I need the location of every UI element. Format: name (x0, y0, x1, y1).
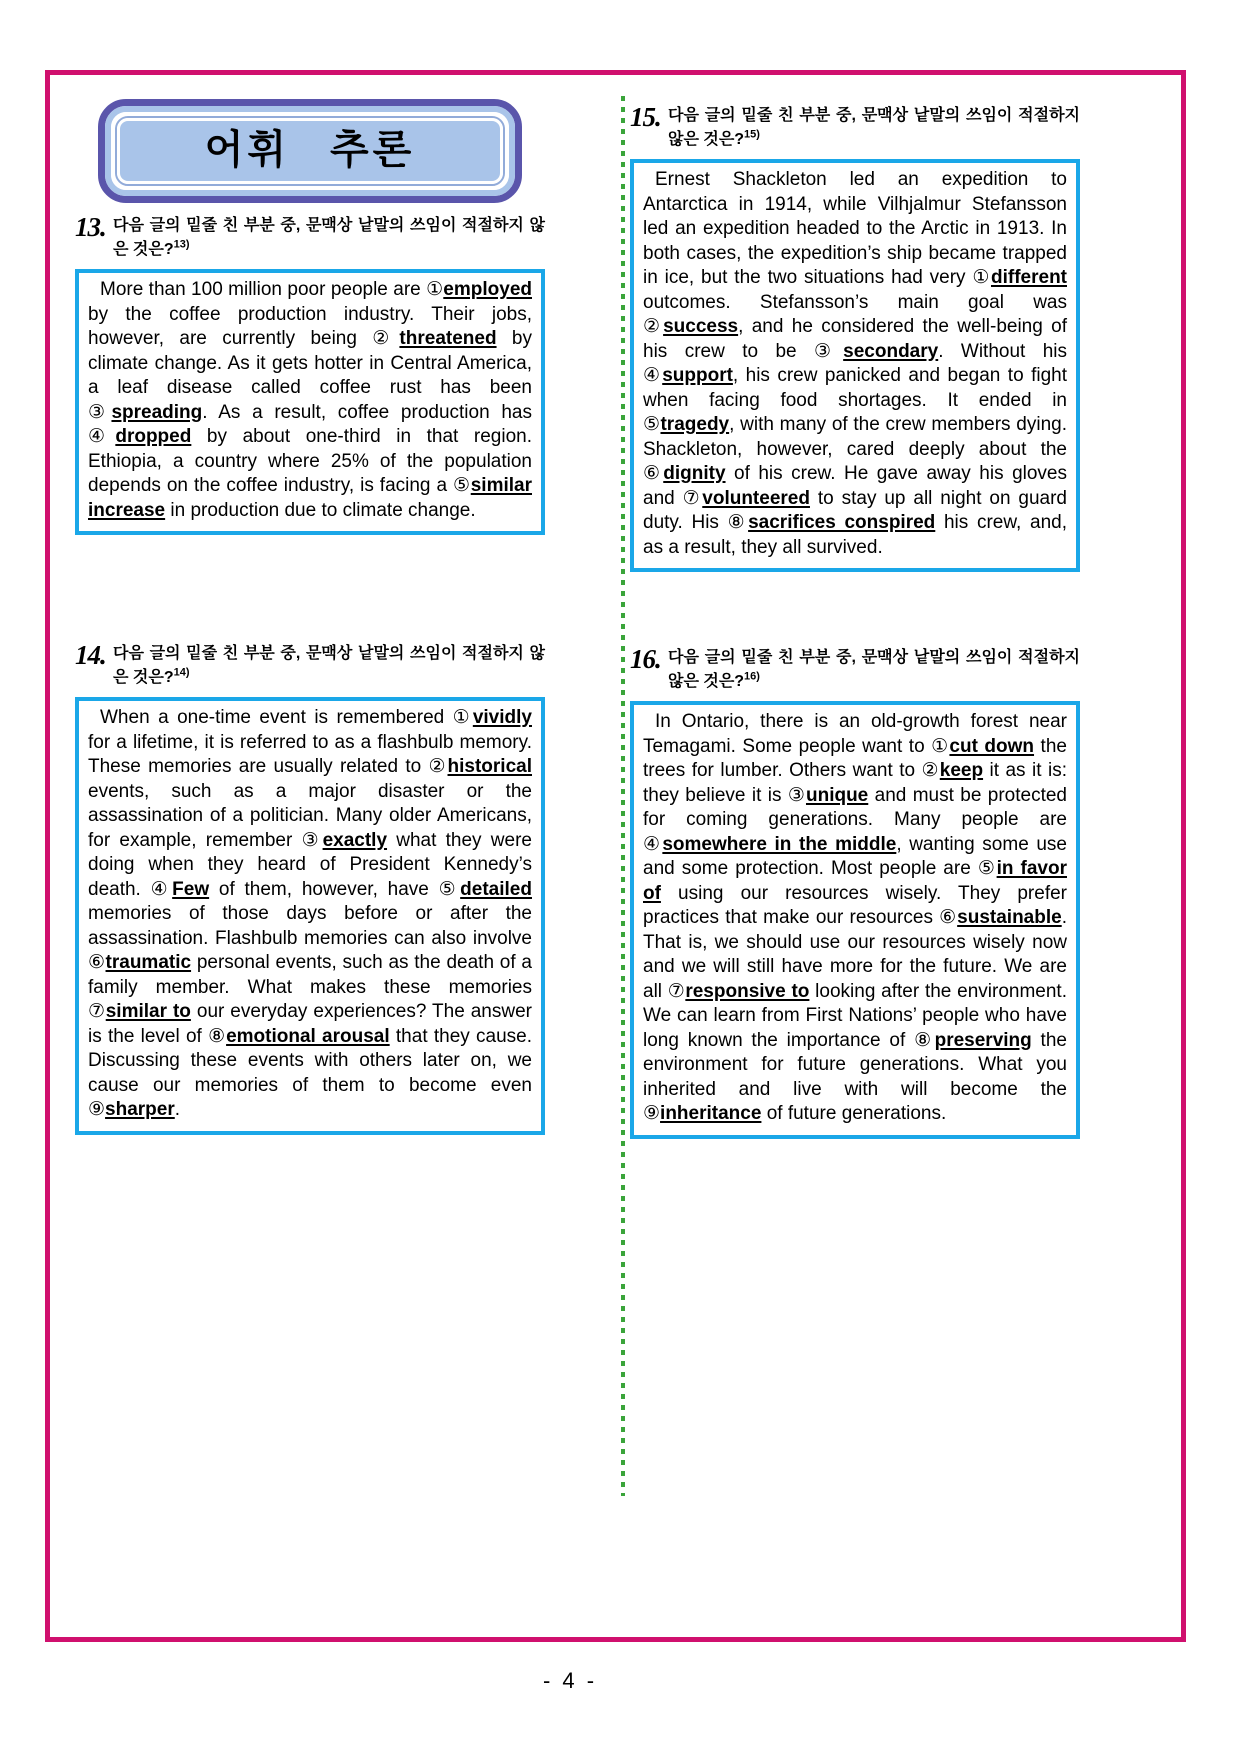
passage-box: Ernest Shackleton led an expedition to Antarctica in 1914, while Vilhjalmur Stefansson led an expedition headed to the Arctic in 1913. In both cases, the expedition’s ship became trapped in ice, but the two situations had very ①different outcomes. Stefansson’s main goal was ②success, and he considered the well-being of his crew to be ③secondary. Without his ④support, his crew panicked and began to fight when facing food shortages. It ended in ⑤tragedy, with many of the crew members dying. Shackleton, however, cared deeply about the ⑥dignity of his crew. He gave away his gloves and ⑦volunteered to stay up all night on guard duty. His ⑧sacrifices conspired his crew, and, as a result, they all survived. (630, 159, 1080, 572)
underlined-term: sacrifices conspired (748, 512, 936, 533)
circled-number: ② (921, 760, 940, 781)
circled-number: ⑨ (643, 1103, 661, 1124)
underlined-term: support (662, 365, 733, 386)
title-border-outer (98, 99, 522, 203)
underlined-term: tragedy (660, 414, 730, 435)
question-13 (75, 214, 545, 535)
title-border-line (115, 116, 505, 186)
prompt-text: 다음 글의 밑줄 친 부분 중, 문맥상 낱말의 쓰임이 적절하지 않은 것은? (668, 649, 1080, 690)
column-divider (621, 96, 625, 1496)
title-border-ring (105, 106, 515, 196)
underlined-term: exactly (322, 829, 388, 851)
circled-number: ④ (88, 426, 116, 447)
footnote-ref: 14) (173, 666, 190, 679)
circled-number: ④ (150, 878, 173, 900)
footnote-ref: 15) (744, 128, 760, 141)
circled-number: ⑤ (438, 878, 461, 900)
question-14 (75, 642, 545, 1135)
circled-number: ⑥ (88, 952, 106, 973)
question-prompt (668, 646, 1080, 694)
title-fill (120, 121, 500, 181)
underlined-term: in favor of (643, 858, 1067, 904)
circled-number: ⑥ (939, 907, 958, 928)
underlined-term: similar to (105, 1001, 191, 1022)
question-prompt (113, 642, 545, 690)
passage-box: When a one-time event is remembered ①vividly for a lifetime, it is referred to as a flashbulb memory. These memories are usually related to ②historical events, such as a major disaster or the assassination of a politician. Many older Americans, for example, remember ③exactly what they were doing when they heard of President Kennedy’s death. ④Few of them, however, have ⑤detailed memories of those days before or after the assassination. Flashbulb memories can also involve ⑥traumatic personal events, such as the death of a family member. What makes these memories ⑦similar to our everyday experiences? The answer is the level of ⑧emotional arousal that they cause. Discussing these events with others later on, we cause our memories of them to become even ⑨sharper. (75, 697, 545, 1135)
circled-number: ③ (301, 829, 323, 851)
circled-number: ① (972, 267, 991, 288)
question-header (630, 104, 1080, 152)
question-prompt (113, 214, 545, 262)
question-number: 16. (630, 644, 661, 674)
circled-number: ④ (643, 833, 663, 855)
underlined-term: somewhere in the middle (662, 833, 897, 855)
page-number: - 4 - (542, 1668, 598, 1693)
circled-number: ① (931, 735, 950, 757)
underlined-term: unique (805, 784, 869, 806)
question-number: 15. (630, 102, 661, 132)
circled-number: ③ (814, 340, 844, 362)
underlined-term: success (663, 316, 739, 337)
circled-number: ④ (643, 365, 663, 386)
underlined-term: responsive to (685, 980, 810, 1002)
prompt-text: 다음 글의 밑줄 친 부분 중, 문맥상 낱말의 쓰임이 적절하지 않은 것은? (113, 217, 545, 258)
footnote-ref: 13) (173, 238, 190, 251)
circled-number: ③ (787, 784, 806, 806)
underlined-term: historical (447, 756, 532, 777)
underlined-term: employed (443, 279, 532, 300)
circled-number: ② (428, 756, 448, 777)
underlined-term: threatened (399, 328, 497, 349)
underlined-term: keep (939, 760, 984, 781)
circled-number: ① (452, 707, 473, 728)
question-header (630, 646, 1080, 694)
underlined-term: dropped (115, 426, 192, 447)
question-number: 13. (75, 212, 106, 242)
page-title: 어휘 추론 (204, 127, 416, 173)
underlined-term: similar increase (88, 475, 532, 521)
underlined-term: preserving (934, 1029, 1032, 1051)
circled-number: ② (643, 316, 664, 337)
circled-number: ⑧ (208, 1025, 227, 1047)
circled-number: ⑥ (643, 463, 664, 484)
underlined-term: different (991, 267, 1067, 288)
prompt-text: 다음 글의 밑줄 친 부분 중, 문맥상 낱말의 쓰임이 적절하지 않은 것은? (113, 645, 545, 686)
circled-number: ② (372, 328, 400, 349)
underlined-term: spreading (111, 401, 203, 423)
underlined-term: emotional arousal (226, 1025, 390, 1047)
prompt-text: 다음 글의 밑줄 친 부분 중, 문맥상 낱말의 쓰임이 적절하지 않은 것은? (668, 107, 1080, 148)
circled-number: ⑦ (88, 1001, 106, 1022)
underlined-term: detailed (460, 878, 532, 900)
circled-number: ⑨ (88, 1099, 106, 1120)
underlined-term: volunteered (702, 487, 810, 509)
title-border-white (111, 112, 509, 190)
passage-box: More than 100 million poor people are ①employed by the coffee production industry. Their jobs, however, are currently being ②threatened by climate change. As it gets hotter in Central America, a leaf disease called coffee rust has been ③spreading. As a result, coffee production has ④dropped by about one-third in that region. Ethiopia, a country where 25% of the population depends on the coffee industry, is facing a ⑤similar increase in production due to climate change. (75, 269, 545, 535)
underlined-term: traumatic (105, 952, 192, 973)
passage-box: In Ontario, there is an old-growth forest near Temagami. Some people want to ①cut down the trees for lumber. Others want to ②keep it as it is: they believe it is ③unique and must be protected for coming generations. Many people are ④somewhere in the middle, wanting some use and some protection. Most people are ⑤in favor of using our resources wisely. They prefer practices that make our resources ⑥sustainable. That is, we should use our resources wisely now and we will still have more for the future. We are all ⑦responsive to looking after the environment. We can learn from First Nations’ people who have long known the importance of ⑧preserving the environment for future generations. What you inherited and live with will become the ⑨inheritance of future generations. (630, 701, 1080, 1139)
underlined-term: secondary (843, 340, 939, 362)
question-15 (630, 104, 1080, 572)
circled-number: ③ (88, 401, 112, 423)
circled-number: ⑤ (643, 414, 661, 435)
question-header (75, 214, 545, 262)
underlined-term: cut down (949, 735, 1035, 757)
title-box (98, 99, 522, 203)
circled-number: ① (426, 279, 444, 300)
underlined-term: Few (172, 878, 210, 900)
circled-number: ⑤ (977, 858, 997, 879)
circled-number: ⑧ (727, 512, 749, 533)
question-16 (630, 646, 1080, 1139)
underlined-term: dignity (663, 463, 726, 484)
question-header (75, 642, 545, 690)
footnote-ref: 16) (744, 670, 760, 683)
circled-number: ⑦ (682, 487, 703, 509)
underlined-term: sharper (105, 1099, 175, 1120)
underlined-term: vividly (472, 707, 532, 728)
underlined-term: inheritance (660, 1103, 762, 1124)
question-number: 14. (75, 640, 106, 670)
circled-number: ⑦ (667, 980, 686, 1002)
title-border-inner-white (117, 118, 503, 184)
underlined-term: sustainable (957, 907, 1062, 928)
question-prompt (668, 104, 1080, 152)
circled-number: ⑤ (453, 475, 471, 496)
circled-number: ⑧ (914, 1029, 935, 1051)
